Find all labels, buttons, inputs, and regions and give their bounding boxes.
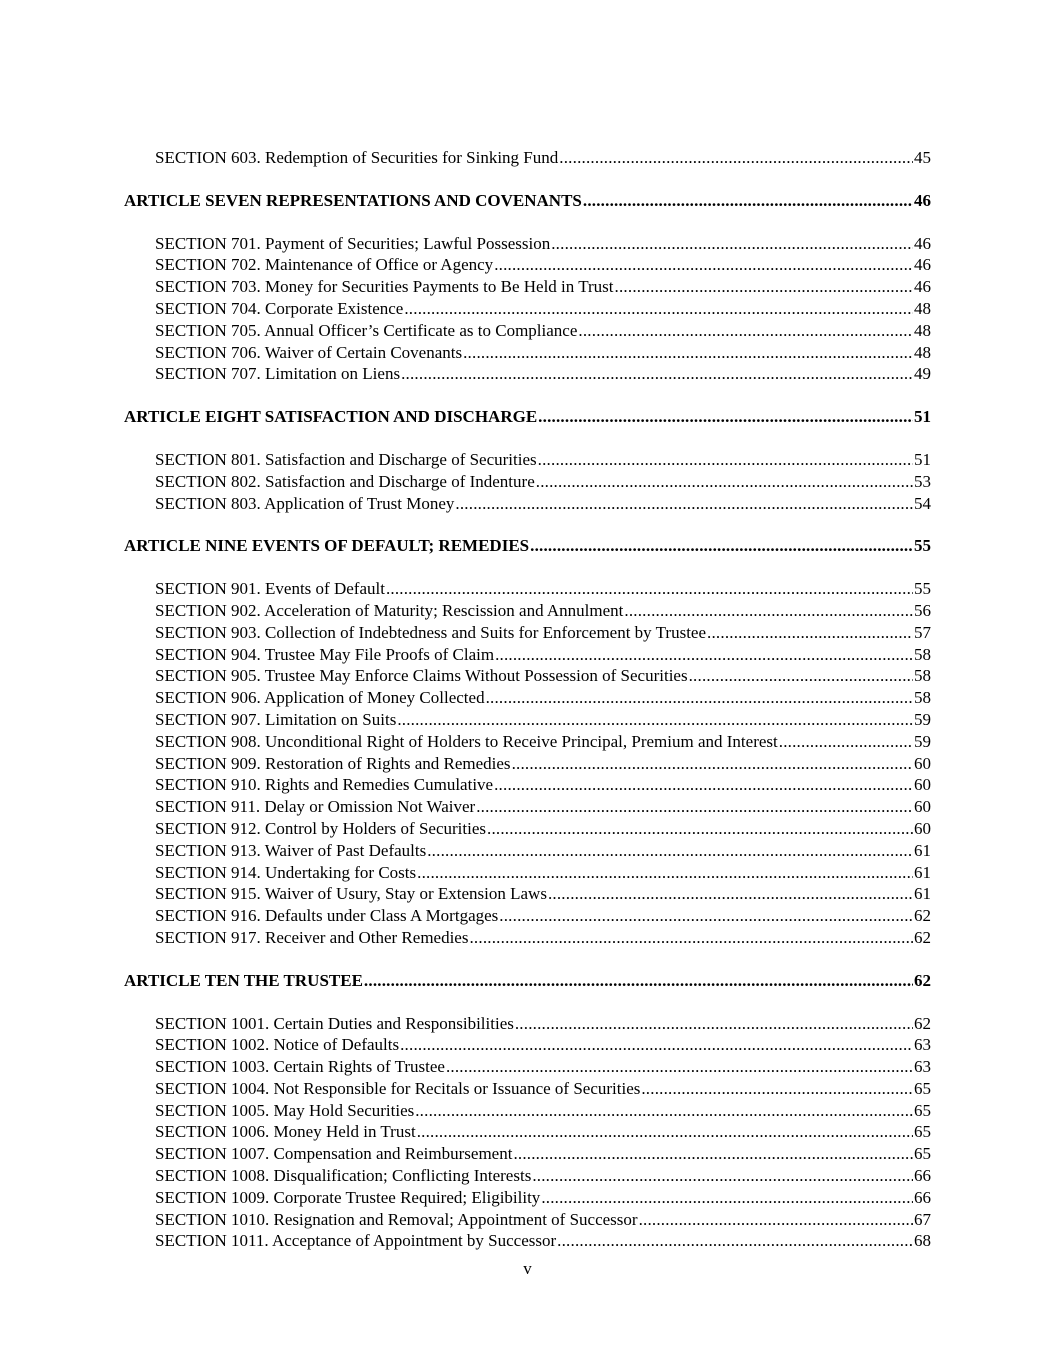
toc-entry-title: SECTION 912. Control by Holders of Securities — [155, 818, 486, 838]
toc-entry-page: 54 — [914, 493, 931, 513]
toc-entry-title: SECTION 703. Money for Securities Payments to Be Held in Trust — [155, 277, 614, 297]
toc-entry-page: 62 — [914, 927, 931, 947]
dot-leader — [538, 406, 913, 428]
dot-leader — [417, 862, 913, 884]
toc-section-entry[interactable] — [155, 840, 931, 862]
toc-entry-page: 49 — [914, 364, 931, 384]
toc-section-entry[interactable] — [155, 342, 931, 364]
toc-entry-page: 46 — [914, 233, 931, 253]
toc-entry-title: SECTION 1008. Disqualification; Conflicting Interests — [155, 1166, 532, 1186]
toc-section-entry[interactable] — [155, 471, 931, 493]
dot-leader — [513, 1143, 913, 1165]
dot-leader — [583, 190, 913, 212]
toc-section-entry[interactable] — [155, 818, 931, 840]
toc-entry-title: SECTION 706. Waiver of Certain Covenants — [155, 342, 463, 362]
dot-leader — [400, 1034, 913, 1056]
dot-leader — [551, 233, 913, 255]
toc-section-entry[interactable] — [155, 1121, 931, 1143]
toc-entry-page: 63 — [914, 1035, 931, 1055]
toc-entry-page: 63 — [914, 1057, 931, 1077]
toc-entry-title: SECTION 902. Acceleration of Maturity; Rescission and Annulment — [155, 600, 624, 620]
toc-section-entry[interactable] — [155, 493, 931, 515]
toc-entry-page: 61 — [914, 840, 931, 860]
toc-section-entry[interactable] — [155, 147, 931, 169]
toc-entry-title: SECTION 913. Waiver of Past Defaults — [155, 840, 427, 860]
toc-section-entry[interactable] — [155, 883, 931, 905]
toc-entry-page: 60 — [914, 753, 931, 773]
dot-leader — [689, 665, 913, 687]
toc-section-entry[interactable] — [155, 644, 931, 666]
toc-section-entry[interactable] — [155, 1056, 931, 1078]
toc-entry-page: 61 — [914, 862, 931, 882]
toc-entry-title: SECTION 916. Defaults under Class A Mortgages — [155, 906, 499, 926]
dot-leader — [446, 1056, 913, 1078]
toc-entry-title: SECTION 1001. Certain Duties and Responsibilities — [155, 1013, 514, 1033]
toc-entry-title: ARTICLE TEN THE TRUSTEE — [124, 970, 363, 990]
toc-entry-title: SECTION 1009. Corporate Trustee Required; Eligibility — [155, 1187, 541, 1207]
dot-leader — [417, 1121, 913, 1143]
toc-section-entry[interactable] — [155, 1078, 931, 1100]
dot-leader — [415, 1100, 913, 1122]
toc-entry-page: 56 — [914, 600, 931, 620]
dot-leader — [532, 1165, 913, 1187]
dot-leader — [455, 493, 913, 515]
toc-entry-page: 48 — [914, 320, 931, 340]
dot-leader — [397, 709, 913, 731]
toc-entry-title: SECTION 1005. May Hold Securities — [155, 1100, 415, 1120]
toc-entry-title: ARTICLE EIGHT SATISFACTION AND DISCHARGE — [124, 407, 538, 427]
dot-leader — [541, 1187, 913, 1209]
toc-entry-page: 59 — [914, 731, 931, 751]
toc-entry-title: SECTION 903. Collection of Indebtedness and Suits for Enforcement by Trustee — [155, 622, 707, 642]
dot-leader — [404, 298, 913, 320]
dot-leader — [641, 1078, 913, 1100]
dot-leader — [548, 883, 913, 905]
table-of-contents — [0, 147, 1055, 1252]
toc-section-entry[interactable] — [155, 320, 931, 342]
toc-entry-title: SECTION 1003. Certain Rights of Trustee — [155, 1057, 445, 1077]
toc-entry-page: 65 — [914, 1100, 931, 1120]
toc-entry-page: 65 — [914, 1144, 931, 1164]
toc-entry-title: SECTION 904. Trustee May File Proofs of Claim — [155, 644, 495, 664]
toc-section-entry[interactable] — [155, 1143, 931, 1165]
toc-entry-title: SECTION 906. Application of Money Collected — [155, 688, 485, 708]
dot-leader — [486, 687, 913, 709]
page-number: v — [523, 1259, 532, 1278]
toc-entry-title: SECTION 1002. Notice of Defaults — [155, 1035, 400, 1055]
toc-section-entry[interactable] — [155, 363, 931, 385]
toc-entry-title: SECTION 803. Application of Trust Money — [155, 493, 455, 513]
toc-entry-title: SECTION 802. Satisfaction and Discharge of Indenture — [155, 471, 535, 491]
toc-entry-page: 57 — [914, 622, 931, 642]
toc-entry-page: 46 — [914, 277, 931, 297]
toc-entry-page: 60 — [914, 797, 931, 817]
dot-leader — [578, 320, 913, 342]
toc-entry-page: 66 — [914, 1166, 931, 1186]
toc-entry-title: SECTION 908. Unconditional Right of Holders to Receive Principal, Premium and Interest — [155, 731, 778, 751]
toc-section-entry[interactable] — [155, 622, 931, 644]
toc-section-entry[interactable] — [155, 1230, 931, 1252]
toc-section-entry[interactable] — [155, 600, 931, 622]
toc-entry-page: 65 — [914, 1122, 931, 1142]
toc-entry-page: 59 — [914, 709, 931, 729]
toc-article-entry[interactable] — [124, 970, 931, 992]
toc-entry-title: SECTION 705. Annual Officer’s Certificate as to Compliance — [155, 320, 578, 340]
toc-section-entry[interactable] — [155, 709, 931, 731]
toc-entry-page: 55 — [914, 536, 931, 556]
toc-entry-page: 68 — [914, 1231, 931, 1251]
toc-article-entry[interactable] — [124, 406, 931, 428]
dot-leader — [427, 840, 913, 862]
toc-entry-page: 58 — [914, 688, 931, 708]
toc-entry-page: 61 — [914, 884, 931, 904]
toc-entry-title: ARTICLE NINE EVENTS OF DEFAULT; REMEDIES — [124, 536, 530, 556]
toc-entry-title: SECTION 901. Events of Default — [155, 579, 385, 599]
toc-entry-page: 62 — [914, 906, 931, 926]
dot-leader — [538, 449, 913, 471]
toc-entry-title: SECTION 701. Payment of Securities; Lawful Possession — [155, 233, 551, 253]
toc-section-entry[interactable] — [155, 731, 931, 753]
dot-leader — [487, 818, 913, 840]
dot-leader — [494, 774, 913, 796]
toc-section-entry[interactable] — [155, 1187, 931, 1209]
dot-leader — [499, 905, 913, 927]
toc-entry-page: 55 — [914, 579, 931, 599]
toc-entry-title: SECTION 911. Delay or Omission Not Waiver — [155, 797, 476, 817]
toc-section-entry[interactable] — [155, 687, 931, 709]
dot-leader — [476, 796, 913, 818]
toc-section-entry[interactable] — [155, 1034, 931, 1056]
dot-leader — [536, 471, 913, 493]
toc-entry-page: 58 — [914, 666, 931, 686]
toc-entry-page: 65 — [914, 1078, 931, 1098]
toc-entry-title: SECTION 909. Restoration of Rights and Remedies — [155, 753, 511, 773]
toc-entry-page: 46 — [914, 255, 931, 275]
toc-section-entry[interactable] — [155, 1100, 931, 1122]
toc-entry-title: SECTION 915. Waiver of Usury, Stay or Extension Laws — [155, 884, 547, 904]
toc-entry-page: 67 — [914, 1209, 931, 1229]
dot-leader — [494, 254, 913, 276]
toc-entry-page: 51 — [914, 449, 931, 469]
dot-leader — [463, 342, 913, 364]
dot-leader — [559, 147, 913, 169]
toc-section-entry[interactable] — [155, 233, 931, 255]
toc-section-entry[interactable] — [155, 578, 931, 600]
toc-entry-title: SECTION 1004. Not Responsible for Recitals or Issuance of Securities — [155, 1078, 641, 1098]
toc-section-entry[interactable] — [155, 862, 931, 884]
dot-leader — [639, 1209, 913, 1231]
toc-entry-title: SECTION 801. Satisfaction and Discharge of Securities — [155, 449, 537, 469]
toc-section-entry[interactable] — [155, 1209, 931, 1231]
toc-section-entry[interactable] — [155, 665, 931, 687]
toc-entry-page: 62 — [914, 970, 931, 990]
toc-entry-page: 66 — [914, 1187, 931, 1207]
toc-article-entry[interactable] — [124, 190, 931, 212]
toc-entry-page: 60 — [914, 775, 931, 795]
toc-section-entry[interactable] — [155, 1013, 931, 1035]
toc-section-entry[interactable] — [155, 774, 931, 796]
dot-leader — [401, 363, 913, 385]
toc-section-entry[interactable] — [155, 449, 931, 471]
dot-leader — [495, 644, 913, 666]
toc-entry-page: 53 — [914, 471, 931, 491]
dot-leader — [707, 622, 913, 644]
dot-leader — [512, 753, 913, 775]
toc-article-entry[interactable] — [124, 535, 931, 557]
dot-leader — [364, 970, 913, 992]
toc-entry-title: SECTION 910. Rights and Remedies Cumulative — [155, 775, 494, 795]
toc-section-entry[interactable] — [155, 753, 931, 775]
toc-entry-page: 48 — [914, 298, 931, 318]
toc-entry-title: SECTION 907. Limitation on Suits — [155, 709, 397, 729]
toc-section-entry[interactable] — [155, 905, 931, 927]
dot-leader — [779, 731, 913, 753]
toc-entry-title: SECTION 702. Maintenance of Office or Agency — [155, 255, 494, 275]
toc-section-entry[interactable] — [155, 927, 931, 949]
toc-entry-title: SECTION 704. Corporate Existence — [155, 298, 404, 318]
toc-entry-page: 51 — [914, 407, 931, 427]
toc-entry-title: SECTION 917. Receiver and Other Remedies — [155, 927, 469, 947]
toc-section-entry[interactable] — [155, 796, 931, 818]
toc-entry-title: SECTION 914. Undertaking for Costs — [155, 862, 417, 882]
toc-entry-title: SECTION 1007. Compensation and Reimbursement — [155, 1144, 513, 1164]
dot-leader — [624, 600, 913, 622]
toc-entry-title: ARTICLE SEVEN REPRESENTATIONS AND COVENANTS — [124, 190, 582, 210]
toc-entry-title: SECTION 1011. Acceptance of Appointment by Successor — [155, 1231, 557, 1251]
toc-entry-title: SECTION 905. Trustee May Enforce Claims Without Possession of Securities — [155, 666, 688, 686]
toc-entry-page: 60 — [914, 818, 931, 838]
dot-leader — [469, 927, 913, 949]
dot-leader — [557, 1230, 913, 1252]
toc-entry-title: SECTION 1006. Money Held in Trust — [155, 1122, 416, 1142]
toc-entry-title: SECTION 603. Redemption of Securities for Sinking Fund — [155, 148, 559, 167]
toc-section-entry[interactable] — [155, 254, 931, 276]
toc-entry-page: 58 — [914, 644, 931, 664]
toc-entry-title: SECTION 1010. Resignation and Removal; Appointment of Successor — [155, 1209, 638, 1229]
toc-entry-page: 46 — [914, 190, 931, 210]
dot-leader — [530, 535, 913, 557]
toc-section-entry[interactable] — [155, 298, 931, 320]
toc-entry-title: SECTION 707. Limitation on Liens — [155, 364, 401, 384]
toc-entry-page: 48 — [914, 342, 931, 362]
toc-entry-page: 45 — [914, 148, 931, 167]
dot-leader — [615, 276, 913, 298]
toc-section-entry[interactable] — [155, 1165, 931, 1187]
dot-leader — [386, 578, 913, 600]
toc-entry-page: 62 — [914, 1013, 931, 1033]
dot-leader — [515, 1013, 913, 1035]
toc-section-entry[interactable] — [155, 276, 931, 298]
